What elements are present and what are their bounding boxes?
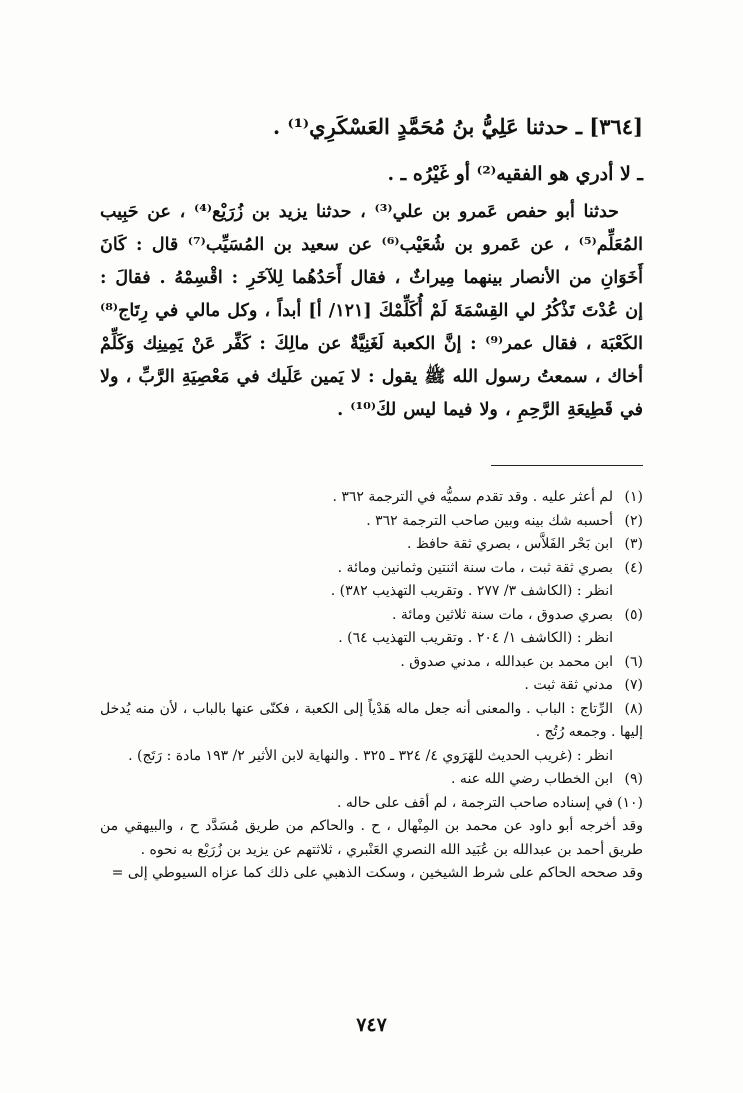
footnote-divider bbox=[491, 465, 643, 466]
footnote-3: (٣)ابن بَحْر الفَلاَّس ، بصري ثقة حافظ . bbox=[406, 536, 643, 552]
footnote-7: (٧)مدني ثقة ثبت . bbox=[524, 677, 643, 693]
footnote-6: (٦)ابن محمد بن عبدالله ، مدني صدوق . bbox=[400, 653, 643, 670]
footnote-10-grading: وقد صححه الحاكم على شرط الشيخين ، وسكت الذهبي على ذلك كما عزاه السيوطي إلى = bbox=[111, 865, 643, 881]
main-text bbox=[100, 196, 643, 427]
footnote-2: (٢)أحسبه شك بينه وبين صاحب الترجمة ٣٦٢ . bbox=[366, 512, 643, 529]
footnote-4: (٤)بصري ثقة ثبت ، مات سنة اثنتين وثمانين ومائة . bbox=[337, 559, 643, 576]
footnote-1: (١)لم أعثر عليه . وقد تقدم سميُّه في الترجمة ٣٦٢ . bbox=[332, 489, 643, 505]
footnote-10: (١٠)في إسناده صاحب الترجمة ، لم أقف على حاله . bbox=[337, 794, 643, 811]
footnote-9: (٩)ابن الخطاب رضي الله عنه . bbox=[451, 771, 643, 787]
footnote-5: (٥)بصري صدوق ، مات سنة ثلاثين ومائة . bbox=[391, 606, 643, 623]
page-number: ٧٤٧ bbox=[356, 1014, 387, 1036]
hadith-paragraph: حدثنا أبو حفص عَمرو بن علي⁽³⁾ ، حدثنا يزيد بن زُرَيْع⁽⁴⁾ ، عن حَبِيب المُعَلِّم⁽⁵⁾ ، عن عَمرو بن شُعَيْب⁽⁶⁾ عن سعيد بن المُسَيِّب⁽⁷⁾ قال : كَانَ أَخَوَانِ من الأنصار بينهما مِيراثٌ ، فقال أَحَدُهُما لِلآخَرِ : اقْسِمْهُ . فقالَ : إن عُدْتَ تَذْكُرُ لي القِسْمَةَ لَمْ أُكَلِّمْكَ [١٢١/ أ] أبداً ، وكل مالي في رِتَاج⁽⁸⁾ الكَعْبَة ، فقال عمر⁽⁹⁾ : إنَّ الكعبة لَغَنِيَّةٌ عن مالِكَ : كَفِّر عَنْ يَمِينِك وَكَلِّمْ أخاك ، سمعتُ رسول الله ﷺ يقول : لا يَمين عَلَيك في مَعْصِيَةِ الرَّبِّ ، ولا في قَطِيعَةِ الرَّحِمِ ، ولا فيما ليس لكَ⁽¹⁰⁾ . bbox=[100, 202, 643, 420]
entry-subheading: ـ لا أدري هو الفقيه⁽²⁾ أو غَيْرُه ـ . bbox=[387, 163, 643, 185]
footnote-4-reference: انظر : (الكاشف ٣/ ٢٧٧ . وتقريب التهذيب ٣٨٢) . bbox=[330, 583, 613, 599]
footnote-8: (٨)الرِّتاج : الباب . والمعنى أنه جعل ماله هَدْياً إلى الكعبة ، فكنّى عنها بالباب ، لأن منه يُدخل إليها . وجمعه رُتُج . bbox=[100, 700, 643, 740]
footnote-8-reference: انظر : (غريب الحديث للهَرَوي ٤/ ٣٢٤ ـ ٣٢٥ . والنهاية لابن الأثير ٢/ ١٩٣ مادة : رَتَج) . bbox=[128, 747, 613, 764]
entry-heading: [٣٦٤] ـ حدثنا عَلِيُّ بنُ مُحَمَّدٍ العَسْكَرِي⁽¹⁾ . bbox=[272, 114, 643, 139]
footnote-5-reference: انظر : (الكاشف ١/ ٢٠٤ . وتقريب التهذيب ٦٤) . bbox=[338, 630, 613, 646]
footnotes bbox=[100, 486, 643, 886]
footnote-10-takhrij: وقد أخرجه أبو داود عن محمد بن المِنْهال ، ح . والحاكم من طريق مُسَدَّد ح ، والبيهقي من طريق أحمد بن عبدالله بن عُبَيد الله النصري العَنْبري ، ثلاثتهم عن يزيد بن زُرَيْع به نحوه . bbox=[100, 818, 643, 858]
